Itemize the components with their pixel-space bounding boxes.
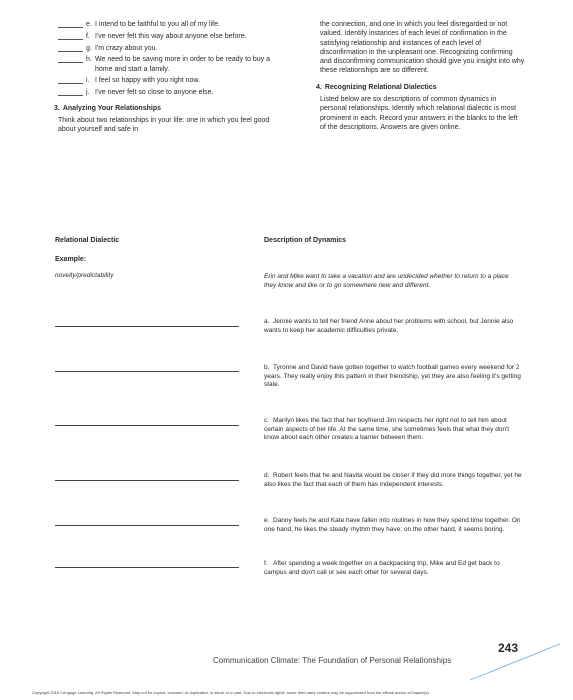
answer-blank[interactable] xyxy=(58,76,83,84)
answer-line[interactable] xyxy=(55,326,239,327)
example-description: Erin and Mike want to take a vacation and are undecided whether to return to a place they know and like or to go somewhere new and different. xyxy=(264,273,509,289)
statement-item xyxy=(58,44,283,53)
description-item xyxy=(264,517,522,534)
section-number: 4. xyxy=(316,83,322,91)
column-header-description: Description of Dynamics xyxy=(264,237,347,244)
row-letter: a. xyxy=(264,318,270,325)
example-label: Example: xyxy=(55,256,87,263)
row-letter: f. xyxy=(264,560,268,567)
description-item xyxy=(264,318,522,335)
answer-line[interactable] xyxy=(55,480,239,481)
answer-blank[interactable] xyxy=(58,32,83,40)
description-item xyxy=(264,417,522,443)
answer-line[interactable] xyxy=(55,371,239,372)
row-letter: c. xyxy=(264,417,270,424)
item-text: I've never felt so close to anyone else. xyxy=(95,89,214,97)
row-text: Jennie wants to tell her friend Anne about her problems with school, but Jennie also wants to keep her academic difficulties private. xyxy=(264,318,514,334)
example-dialectic: novelty/predictability xyxy=(55,272,114,279)
answer-blank[interactable] xyxy=(58,88,83,96)
item-letter: g. xyxy=(86,44,92,52)
row-letter: b. xyxy=(264,364,270,371)
answer-line[interactable] xyxy=(55,425,239,426)
left-column xyxy=(54,20,283,134)
row-text: Marilyn likes the fact that her boyfriend Jim respects her right not to tell him about certain aspects of her life. At the same time, she sometimes feels that what they don't know about each other creates a barrier between them. xyxy=(264,417,510,442)
answer-blank[interactable] xyxy=(58,44,83,52)
page-number: 243 xyxy=(498,641,519,655)
statement-item xyxy=(58,32,283,41)
item-letter: f. xyxy=(86,32,90,40)
answer-line[interactable] xyxy=(55,525,239,526)
item-text: I'm crazy about you. xyxy=(95,44,158,52)
description-item xyxy=(264,472,522,489)
column-header-dialectic: Relational Dialectic xyxy=(55,237,120,244)
item-letter: e. xyxy=(86,21,92,28)
item-letter: h. xyxy=(86,56,92,64)
row-letter: d. xyxy=(264,472,270,479)
section-title: Analyzing Your Relationships xyxy=(62,104,161,112)
statement-item xyxy=(58,55,283,74)
row-text: After spending a week together on a backpacking trip, Mike and Ed get back to campus and don't call or see each other for several days. xyxy=(264,560,500,576)
item-text: I intend to be faithful to you all of my life. xyxy=(95,21,220,28)
section-paragraph: Think about two relationships in your life: one in which you feel good about yourself and safe in xyxy=(58,116,270,134)
row-text: Danny feels he and Kate have fallen into routines in how they spend time together. On one hand, he likes the steady rhythm they have; on the other hand, it seems boring. xyxy=(264,517,521,533)
description-item xyxy=(264,364,522,390)
running-footer-title: Communication Climate: The Foundation of Personal Relationships xyxy=(213,656,452,665)
description-item xyxy=(264,560,522,577)
section-heading xyxy=(54,104,283,113)
item-text: I feel so happy with you right now. xyxy=(95,77,201,85)
continued-paragraph: the connection, and one in which you feel disregarded or not valued. Identify instances of each level of confirmation in the satisfying relationship and instances of each level of disconfirmation in the unpleasant one. Recognizing confirming and disconfirming communication should give you insight into why these relationships are so different. xyxy=(320,21,525,75)
answer-line[interactable] xyxy=(55,567,239,568)
item-letter: j. xyxy=(86,89,90,97)
copyright-notice: Copyright 2016 Cengage Learning. All Rights Reserved. May not be copied, scanned, or duplicated, in whole or in part. Due to electronic rights, some third party content may be suppressed from the eBook and/or eChapter(s). xyxy=(32,690,430,695)
item-letter: i. xyxy=(86,77,90,85)
section-paragraph: Listed below are six descriptions of common dynamics in personal relationships. Identify which relational dialectic is most prominent in each. Record your answers in the blanks to the left of the descriptions. Answers are given online. xyxy=(320,95,518,131)
answer-blank[interactable] xyxy=(58,20,83,28)
section-number: 3. xyxy=(54,104,60,112)
statement-item xyxy=(58,88,283,97)
row-text: Robert feels that he and Navita would be closer if they did more things together, yet he also likes the fact that each of them has independent interests. xyxy=(264,472,522,488)
statement-item xyxy=(58,20,283,29)
item-text: I've never felt this way about anyone else before. xyxy=(95,32,247,40)
section-heading xyxy=(316,83,525,92)
answer-blank[interactable] xyxy=(58,55,83,63)
statement-item xyxy=(58,76,283,85)
right-column xyxy=(316,20,525,132)
section-title: Recognizing Relational Dialectics xyxy=(324,83,437,91)
row-letter: e. xyxy=(264,517,270,524)
row-text: Tyronne and David have gotten together to watch football games every weekend for 2 years. They really enjoy this pattern in their friendship, yet they are also feeling it's getting stale. xyxy=(264,364,521,389)
item-text: We need to be saving more in order to be ready to buy a home and start a family. xyxy=(95,56,270,73)
